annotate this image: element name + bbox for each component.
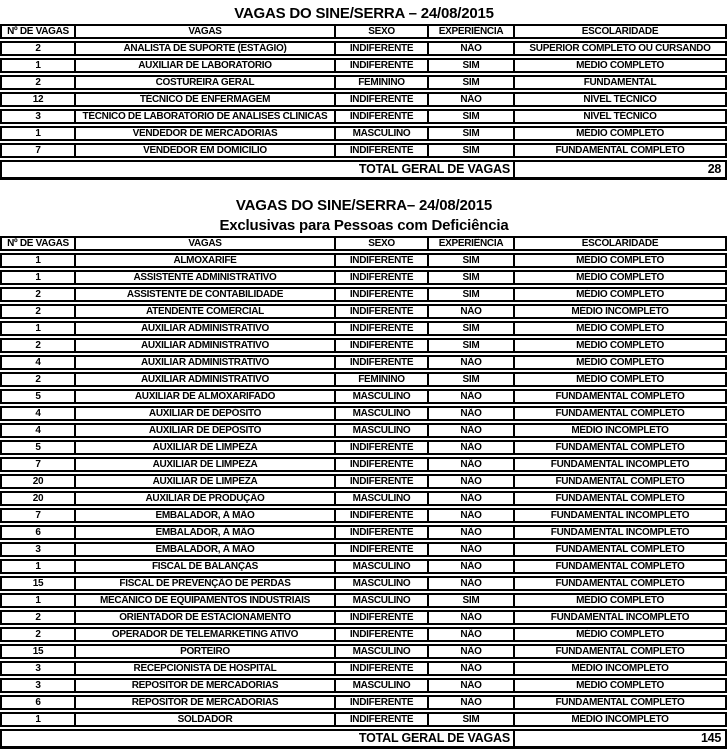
table-cell: RECEPCIONISTA DE HOSPITAL <box>74 661 334 676</box>
table-cell: MASCULINO <box>334 126 427 141</box>
table-row <box>0 143 727 158</box>
table-cell: 6 <box>0 695 74 710</box>
table-cell: NÃO <box>427 678 513 693</box>
table-cell: SIM <box>427 126 513 141</box>
table-cell: FUNDAMENTAL COMPLETO <box>513 576 727 591</box>
table-row <box>0 287 727 302</box>
table-cell: AUXILIAR ADMINISTRATIVO <box>74 321 334 336</box>
table-cell: MÉDIO COMPLETO <box>513 321 727 336</box>
table-row <box>0 576 727 591</box>
total-label: TOTAL GERAL DE VAGAS <box>0 160 513 180</box>
table-cell: SIM <box>427 593 513 608</box>
table-row <box>0 270 727 285</box>
table-cell: SIM <box>427 372 513 387</box>
table-cell: 1 <box>0 58 74 73</box>
table-cell: 5 <box>0 389 74 404</box>
table-cell: 3 <box>0 661 74 676</box>
table-cell: SOLDADOR <box>74 712 334 727</box>
table-cell: INDIFERENTE <box>334 542 427 557</box>
total-value: 145 <box>513 729 727 749</box>
table-cell: NÃO <box>427 457 513 472</box>
column-header: VAGAS <box>74 24 334 39</box>
table-cell: MÉDIO COMPLETO <box>513 126 727 141</box>
table-cell: ASSISTENTE DE CONTABILIDADE <box>74 287 334 302</box>
table-cell: FUNDAMENTAL COMPLETO <box>513 542 727 557</box>
column-header: ESCOLARIDADE <box>513 236 727 251</box>
total-row <box>0 729 727 749</box>
table-cell: INDIFERENTE <box>334 287 427 302</box>
table-cell: INDIFERENTE <box>334 525 427 540</box>
table-row <box>0 627 727 642</box>
table-cell: NÍVEL TÉCNICO <box>513 92 727 107</box>
table-cell: AUXILIAR DE DEPÓSITO <box>74 423 334 438</box>
table-cell: 7 <box>0 143 74 158</box>
table-row <box>0 321 727 336</box>
table-cell: ANALISTA DE SUPORTE (ESTÁGIO) <box>74 41 334 56</box>
table-cell: SIM <box>427 253 513 268</box>
table-cell: FUNDAMENTAL INCOMPLETO <box>513 525 727 540</box>
table-cell: SIM <box>427 75 513 90</box>
table-cell: INDIFERENTE <box>334 143 427 158</box>
table-cell: INDIFERENTE <box>334 92 427 107</box>
table-row <box>0 457 727 472</box>
table-cell: MECÂNICO DE EQUIPAMENTOS INDUSTRIAIS <box>74 593 334 608</box>
table-cell: FUNDAMENTAL INCOMPLETO <box>513 457 727 472</box>
table-cell: 1 <box>0 126 74 141</box>
table-cell: INDIFERENTE <box>334 253 427 268</box>
table-row <box>0 253 727 268</box>
table-cell: ORIENTADOR DE ESTACIONAMENTO <box>74 610 334 625</box>
table-cell: FUNDAMENTAL COMPLETO <box>513 474 727 489</box>
table-cell: 1 <box>0 559 74 574</box>
table-row <box>0 542 727 557</box>
table2-title: VAGAS DO SINE/SERRA– 24/08/2015 <box>235 197 493 214</box>
table-cell: 12 <box>0 92 74 107</box>
table-cell: MASCULINO <box>334 491 427 506</box>
table-cell: MÉDIO INCOMPLETO <box>513 712 727 727</box>
table-cell: INDIFERENTE <box>334 304 427 319</box>
table-row <box>0 423 727 438</box>
table-cell: MASCULINO <box>334 593 427 608</box>
table-cell: AUXILIAR DE LIMPEZA <box>74 457 334 472</box>
table-cell: MASCULINO <box>334 576 427 591</box>
table-row <box>0 372 727 387</box>
table-cell: MÉDIO COMPLETO <box>513 253 727 268</box>
table-cell: FUNDAMENTAL INCOMPLETO <box>513 508 727 523</box>
table-row <box>0 712 727 727</box>
table-row <box>0 644 727 659</box>
table-cell: FEMININO <box>334 372 427 387</box>
table-cell: SIM <box>427 270 513 285</box>
table-cell: MÉDIO COMPLETO <box>513 627 727 642</box>
column-header: SEXO <box>334 24 427 39</box>
total-row <box>0 160 727 180</box>
table-cell: SIM <box>427 338 513 353</box>
table-cell: OPERADOR DE TELEMARKETING ATIVO <box>74 627 334 642</box>
table-cell: NÍVEL TÉCNICO <box>513 109 727 124</box>
table-cell: 4 <box>0 423 74 438</box>
table-cell: 1 <box>0 321 74 336</box>
table-cell: NÃO <box>427 92 513 107</box>
table-cell: INDIFERENTE <box>334 321 427 336</box>
table-cell: TÉCNICO DE ENFERMAGEM <box>74 92 334 107</box>
table-cell: NÃO <box>427 661 513 676</box>
table-cell: 15 <box>0 576 74 591</box>
table-cell: 4 <box>0 406 74 421</box>
table-cell: FUNDAMENTAL INCOMPLETO <box>513 610 727 625</box>
table-cell: MÉDIO INCOMPLETO <box>513 304 727 319</box>
table-cell: MASCULINO <box>334 644 427 659</box>
table-cell: EMBALADOR, Á MÃO <box>74 525 334 540</box>
table-header-row <box>0 236 727 251</box>
table-cell: MÉDIO COMPLETO <box>513 678 727 693</box>
table-cell: INDIFERENTE <box>334 661 427 676</box>
table-row <box>0 304 727 319</box>
table-row <box>0 109 727 124</box>
table-cell: 20 <box>0 491 74 506</box>
table-cell: SIM <box>427 143 513 158</box>
table-cell: ALMOXARIFE <box>74 253 334 268</box>
table-cell: NÃO <box>427 627 513 642</box>
table-cell: 2 <box>0 41 74 56</box>
table-cell: INDIFERENTE <box>334 338 427 353</box>
table-row <box>0 92 727 107</box>
table-cell: MÉDIO INCOMPLETO <box>513 661 727 676</box>
table-cell: INDIFERENTE <box>334 355 427 370</box>
table-cell: 20 <box>0 474 74 489</box>
table-cell: 2 <box>0 287 74 302</box>
table-cell: MASCULINO <box>334 406 427 421</box>
table-cell: MÉDIO COMPLETO <box>513 58 727 73</box>
table-cell: AUXILIAR DE LIMPEZA <box>74 474 334 489</box>
table-cell: INDIFERENTE <box>334 109 427 124</box>
table-body <box>0 253 727 727</box>
table-row <box>0 126 727 141</box>
table-cell: SIM <box>427 712 513 727</box>
table-cell: 7 <box>0 508 74 523</box>
table-cell: INDIFERENTE <box>334 610 427 625</box>
table-cell: EMBALADOR, Á MÃO <box>74 508 334 523</box>
table-cell: REPOSITOR DE MERCADORIAS <box>74 695 334 710</box>
table-row <box>0 75 727 90</box>
table-cell: INDIFERENTE <box>334 58 427 73</box>
table-row <box>0 355 727 370</box>
column-header: ESCOLARIDADE <box>513 24 727 39</box>
table-cell: INDIFERENTE <box>334 508 427 523</box>
table-cell: NÃO <box>427 610 513 625</box>
column-header: EXPERIÊNCIA <box>427 236 513 251</box>
vacancies-table-disability <box>0 234 727 751</box>
column-header: EXPERIÊNCIA <box>427 24 513 39</box>
table-cell: REPOSITOR DE MERCADORIAS <box>74 678 334 693</box>
table-cell: AUXILIAR DE PRODUÇÃO <box>74 491 334 506</box>
table-cell: 5 <box>0 440 74 455</box>
table-cell: SIM <box>427 287 513 302</box>
table-cell: FUNDAMENTAL COMPLETO <box>513 695 727 710</box>
table-cell: SIM <box>427 321 513 336</box>
table-row <box>0 610 727 625</box>
table-cell: ATENDENTE COMERCIAL <box>74 304 334 319</box>
table-cell: FUNDAMENTAL COMPLETO <box>513 559 727 574</box>
table2-subtitle: Exclusivas para Pessoas com Deficiência <box>219 217 509 234</box>
table-cell: NÃO <box>427 389 513 404</box>
table-cell: NÃO <box>427 41 513 56</box>
table-row <box>0 508 727 523</box>
table-header-row <box>0 24 727 39</box>
table-cell: COSTUREIRA GERAL <box>74 75 334 90</box>
table-cell: NÃO <box>427 576 513 591</box>
table-cell: AUXILIAR DE LIMPEZA <box>74 440 334 455</box>
table-cell: AUXILIAR DE DEPÓSITO <box>74 406 334 421</box>
table-cell: INDIFERENTE <box>334 474 427 489</box>
table-cell: INDIFERENTE <box>334 457 427 472</box>
table-cell: TÉCNICO DE LABORATÓRIO DE ANÁLISES CLINICAS <box>74 109 334 124</box>
table-cell: 7 <box>0 457 74 472</box>
table-cell: 1 <box>0 712 74 727</box>
table-cell: 2 <box>0 338 74 353</box>
table-cell: NÃO <box>427 440 513 455</box>
table-cell: SUPERIOR COMPLETO OU CURSANDO <box>513 41 727 56</box>
table-row <box>0 338 727 353</box>
table-cell: ASSISTENTE ADMINISTRATIVO <box>74 270 334 285</box>
table-cell: NÃO <box>427 695 513 710</box>
table-row <box>0 41 727 56</box>
table-cell: FEMININO <box>334 75 427 90</box>
table-cell: MASCULINO <box>334 559 427 574</box>
table-cell: 2 <box>0 627 74 642</box>
table-body <box>0 41 727 158</box>
table-cell: MÉDIO COMPLETO <box>513 338 727 353</box>
total-value: 28 <box>513 160 727 180</box>
table-cell: 2 <box>0 304 74 319</box>
table-cell: AUXILIAR ADMINISTRATIVO <box>74 355 334 370</box>
table-cell: EMBALADOR, Á MÃO <box>74 542 334 557</box>
table-cell: NÃO <box>427 542 513 557</box>
table-cell: NÃO <box>427 559 513 574</box>
column-header: SEXO <box>334 236 427 251</box>
table-cell: INDIFERENTE <box>334 627 427 642</box>
table-cell: SIM <box>427 58 513 73</box>
table1-title: VAGAS DO SINE/SERRA – 24/08/2015 <box>234 5 494 22</box>
table-cell: NÃO <box>427 406 513 421</box>
table-row <box>0 389 727 404</box>
table-cell: 3 <box>0 542 74 557</box>
column-header: VAGAS <box>74 236 334 251</box>
table-cell: MASCULINO <box>334 423 427 438</box>
table-cell: NÃO <box>427 423 513 438</box>
table-cell: INDIFERENTE <box>334 695 427 710</box>
table-cell: MÉDIO COMPLETO <box>513 287 727 302</box>
table-cell: NÃO <box>427 474 513 489</box>
table-row <box>0 695 727 710</box>
table-cell: PORTEIRO <box>74 644 334 659</box>
table-cell: FUNDAMENTAL COMPLETO <box>513 491 727 506</box>
table-cell: FISCAL DE BALANÇAS <box>74 559 334 574</box>
table-row <box>0 58 727 73</box>
table-cell: FUNDAMENTAL COMPLETO <box>513 143 727 158</box>
table-cell: FUNDAMENTAL COMPLETO <box>513 440 727 455</box>
table-cell: 1 <box>0 270 74 285</box>
column-header: Nº DE VAGAS <box>0 236 74 251</box>
column-header: Nº DE VAGAS <box>0 24 74 39</box>
table-cell: INDIFERENTE <box>334 712 427 727</box>
table-cell: FUNDAMENTAL COMPLETO <box>513 406 727 421</box>
table-cell: NÃO <box>427 491 513 506</box>
table-cell: NÃO <box>427 304 513 319</box>
total-label: TOTAL GERAL DE VAGAS <box>0 729 513 749</box>
table-cell: 2 <box>0 372 74 387</box>
table-cell: 6 <box>0 525 74 540</box>
table-cell: INDIFERENTE <box>334 270 427 285</box>
table-cell: 4 <box>0 355 74 370</box>
table-cell: FUNDAMENTAL COMPLETO <box>513 389 727 404</box>
table-row <box>0 406 727 421</box>
table-cell: 15 <box>0 644 74 659</box>
table-row <box>0 593 727 608</box>
table-cell: 1 <box>0 593 74 608</box>
table-row <box>0 491 727 506</box>
table-cell: VENDEDOR EM DOMICILIO <box>74 143 334 158</box>
table-cell: AUXILIAR DE LABORATÓRIO <box>74 58 334 73</box>
vacancies-table-general <box>0 22 727 182</box>
table-cell: NÃO <box>427 508 513 523</box>
table-cell: 2 <box>0 610 74 625</box>
table-cell: NÃO <box>427 525 513 540</box>
table-cell: MÉDIO COMPLETO <box>513 270 727 285</box>
table-row <box>0 678 727 693</box>
table-cell: FUNDAMENTAL COMPLETO <box>513 644 727 659</box>
table-cell: MÉDIO COMPLETO <box>513 593 727 608</box>
table-cell: MÉDIO INCOMPLETO <box>513 423 727 438</box>
table-cell: 2 <box>0 75 74 90</box>
table-cell: MASCULINO <box>334 389 427 404</box>
table-cell: NÃO <box>427 644 513 659</box>
table-cell: 1 <box>0 253 74 268</box>
table-cell: AUXILIAR ADMINISTRATIVO <box>74 372 334 387</box>
table-cell: FISCAL DE PREVENÇÃO DE PERDAS <box>74 576 334 591</box>
table-row <box>0 440 727 455</box>
table-row <box>0 559 727 574</box>
table-cell: MÉDIO COMPLETO <box>513 355 727 370</box>
table-cell: INDIFERENTE <box>334 41 427 56</box>
table-cell: FUNDAMENTAL <box>513 75 727 90</box>
table-cell: SIM <box>427 109 513 124</box>
table-cell: MÉDIO COMPLETO <box>513 372 727 387</box>
table-row <box>0 661 727 676</box>
table-row <box>0 474 727 489</box>
table-cell: MASCULINO <box>334 678 427 693</box>
table-row <box>0 525 727 540</box>
table-cell: VENDEDOR DE MERCADORIAS <box>74 126 334 141</box>
table-cell: INDIFERENTE <box>334 440 427 455</box>
table-cell: 3 <box>0 109 74 124</box>
table-cell: AUXILIAR DE ALMOXARIFADO <box>74 389 334 404</box>
table-cell: 3 <box>0 678 74 693</box>
table-cell: NÃO <box>427 355 513 370</box>
table-cell: AUXILIAR ADMINISTRATIVO <box>74 338 334 353</box>
